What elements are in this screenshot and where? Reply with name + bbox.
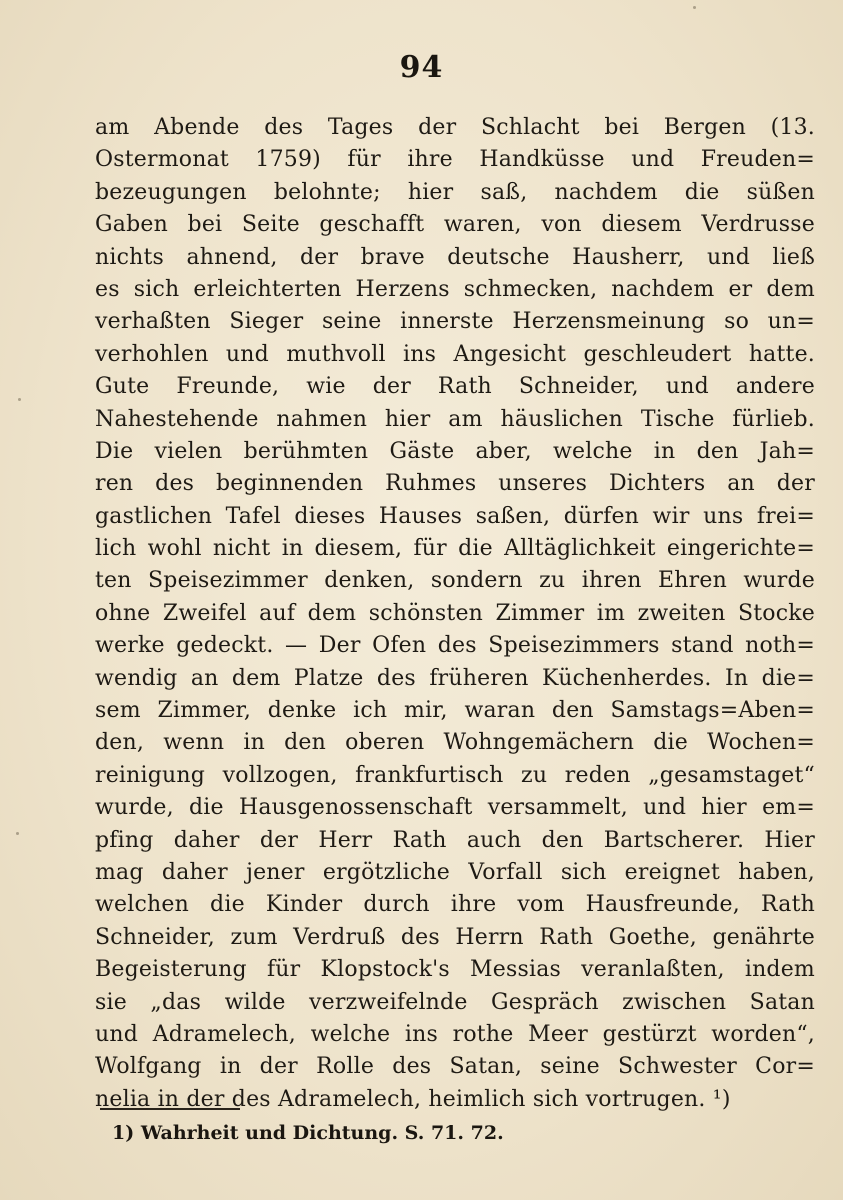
text-line: Gute Freunde, wie der Rath Schneider, und andere	[95, 374, 815, 400]
text-line: am Abende des Tages der Schlacht bei Bergen (13.	[95, 115, 815, 140]
text-line: ten Speisezimmer denken, sondern zu ihren Ehren wurde	[95, 568, 815, 594]
text-line: nichts ahnend, der brave deutsche Hausherr, und ließ	[95, 244, 815, 270]
text-line: sem Zimmer, denke ich mir, waran den Samstags=Aben=	[95, 698, 815, 724]
text-line: welchen die Kinder durch ihre vom Hausfreunde, Rath	[95, 892, 815, 918]
text-line: ohne Zweifel auf dem schönsten Zimmer im zweiten Stocke	[95, 600, 815, 626]
text-line: es sich erleichterten Herzens schmecken, nachdem er dem	[95, 276, 815, 302]
text-line: reinigung vollzogen, frankfurtisch zu reden „gesamstaget“	[95, 762, 815, 788]
text-line: Schneider, zum Verdruß des Herrn Rath Goethe, genährte	[95, 924, 815, 950]
paper-speck	[18, 398, 21, 401]
text-line: nelia in der des Adramelech, heimlich sich vortrugen. ¹)	[95, 1086, 731, 1112]
text-line: wurde, die Hausgenossenschaft versammelt, und hier em=	[95, 795, 815, 821]
text-line: lich wohl nicht in diesem, für die Alltäglichkeit eingerichte=	[95, 536, 815, 562]
paper-speck	[693, 6, 696, 9]
footnote: 1) Wahrheit und Dichtung. S. 71. 72.	[112, 1122, 504, 1144]
text-line: den, wenn in den oberen Wohngemächern die Wochen=	[95, 730, 815, 756]
text-line: wendig an dem Platze des früheren Küchenherdes. In die=	[95, 665, 815, 691]
text-line: und Adramelech, welche ins rothe Meer gestürzt worden“,	[95, 1021, 815, 1047]
text-line: Begeisterung für Klopstock's Messias veranlaßten, indem	[95, 957, 815, 983]
text-line: Die vielen berühmten Gäste aber, welche in den Jah=	[95, 438, 815, 464]
text-line: Ostermonat 1759) für ihre Handküsse und Freuden=	[95, 147, 815, 173]
text-line: Nahestehende nahmen hier am häuslichen Tische fürlieb.	[95, 406, 815, 432]
text-line: werke gedeckt. — Der Ofen des Speisezimmers stand noth=	[95, 633, 815, 659]
text-line: bezeugungen belohnte; hier saß, nachdem die süßen	[95, 179, 815, 205]
text-line: gastlichen Tafel dieses Hauses saßen, dürfen wir uns frei=	[95, 503, 815, 529]
page-number: 94	[399, 50, 444, 85]
footnote-divider	[100, 1108, 240, 1110]
text-line: Wolfgang in der Rolle des Satan, seine Schwester Cor=	[95, 1054, 815, 1080]
text-line: verhohlen und muthvoll ins Angesicht geschleudert hatte.	[95, 341, 815, 367]
text-line: ren des beginnenden Ruhmes unseres Dichters an der	[95, 471, 815, 497]
text-line: mag daher jener ergötzliche Vorfall sich ereignet haben,	[95, 859, 815, 885]
text-line: verhaßten Sieger seine innerste Herzensmeinung so un=	[95, 309, 815, 335]
paper-speck	[16, 832, 19, 835]
text-line: sie „das wilde verzweifelnde Gespräch zwischen Satan	[95, 989, 815, 1015]
body-text	[95, 112, 815, 1116]
text-line: Gaben bei Seite geschafft waren, von diesem Verdrusse	[95, 212, 815, 238]
text-line: pfing daher der Herr Rath auch den Bartscherer. Hier	[95, 827, 815, 853]
